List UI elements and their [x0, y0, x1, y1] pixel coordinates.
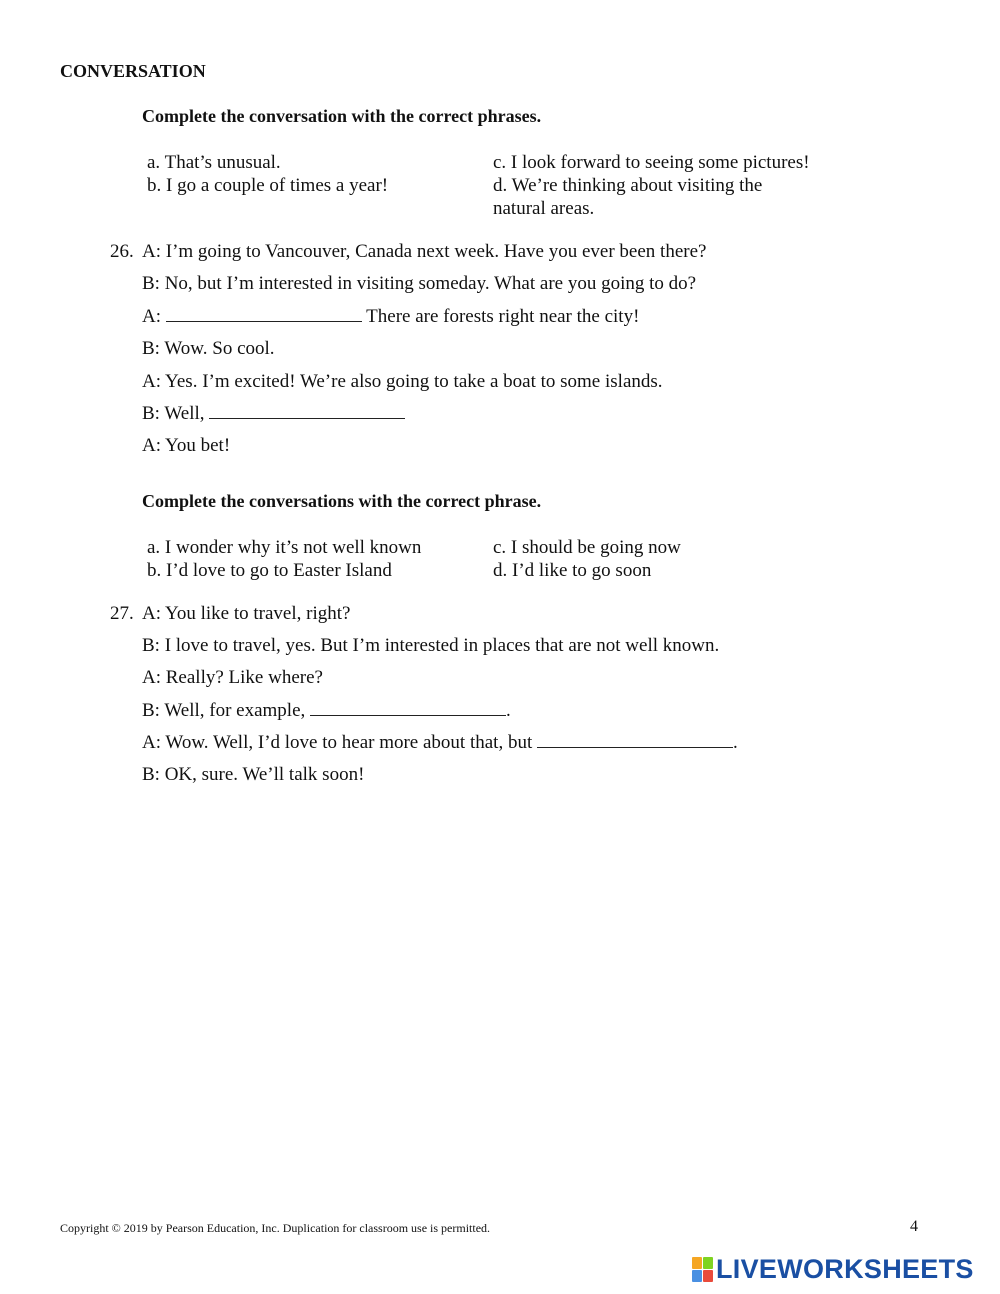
- dialogue-line-blank: [142, 403, 405, 425]
- page-number: 4: [910, 1218, 918, 1235]
- dialogue-line-blank: [142, 306, 639, 328]
- liveworksheets-logo-icon: [692, 1257, 712, 1281]
- answer-blank-27-1[interactable]: [310, 700, 506, 716]
- dialogue-line: A: You like to travel, right?: [142, 603, 351, 624]
- answer-blank-27-2[interactable]: [537, 732, 733, 748]
- dialogue-line: B: I love to travel, yes. But I’m interested in places that are not well known.: [142, 635, 720, 656]
- dialogue-line-blank: [142, 700, 511, 722]
- dialogue-line: A: Really? Like where?: [142, 667, 323, 688]
- option-27-c: c. I should be going now: [493, 537, 681, 558]
- dialogue-line: A: You bet!: [142, 435, 231, 456]
- answer-blank-26-2[interactable]: [209, 403, 405, 419]
- option-27-a: a. I wonder why it’s not well known: [147, 537, 422, 558]
- line-text: B: Well,: [142, 403, 210, 424]
- dialogue-line: B: No, but I’m interested in visiting someday. What are you going to do?: [142, 273, 697, 294]
- option-26-c: c. I look forward to seeing some pictures!: [493, 152, 810, 173]
- line-text: .: [506, 700, 511, 721]
- line-text: There are forests right near the city!: [361, 306, 640, 327]
- option-26-d: d. We’re thinking about visiting the: [493, 175, 763, 196]
- dialogue-line: A: I’m going to Vancouver, Canada next week. Have you ever been there?: [142, 241, 707, 262]
- copyright-footer: Copyright © 2019 by Pearson Education, Inc. Duplication for classroom use is permitted.: [60, 1221, 491, 1235]
- answer-blank-26-1[interactable]: [166, 306, 362, 322]
- section-title: CONVERSATION: [60, 61, 206, 81]
- dialogue-line: A: Yes. I’m excited! We’re also going to take a boat to some islands.: [142, 371, 663, 392]
- speaker-text: A:: [142, 306, 166, 327]
- option-26-d-cont: natural areas.: [493, 198, 595, 219]
- option-26-b: b. I go a couple of times a year!: [147, 175, 389, 196]
- logo-text: LIVEWORKSHEETS: [716, 1253, 974, 1284]
- instruction-2: Complete the conversations with the correct phrase.: [142, 491, 542, 511]
- dialogue-line-blank: [142, 732, 738, 754]
- line-text: B: Well, for example,: [142, 700, 311, 721]
- option-27-b: b. I’d love to go to Easter Island: [147, 560, 392, 581]
- option-26-a: a. That’s unusual.: [147, 152, 281, 173]
- question-number-27: 27.: [110, 603, 134, 624]
- line-text: A: Wow. Well, I’d love to hear more about that, but: [142, 732, 537, 753]
- option-27-d: d. I’d like to go soon: [493, 560, 652, 581]
- instruction-1: Complete the conversation with the correct phrases.: [142, 106, 542, 126]
- dialogue-line: B: Wow. So cool.: [142, 338, 275, 359]
- liveworksheets-logo[interactable]: [692, 1255, 974, 1283]
- question-number-26: 26.: [110, 241, 134, 262]
- line-text: .: [732, 732, 738, 753]
- dialogue-line: B: OK, sure. We’ll talk soon!: [142, 764, 365, 785]
